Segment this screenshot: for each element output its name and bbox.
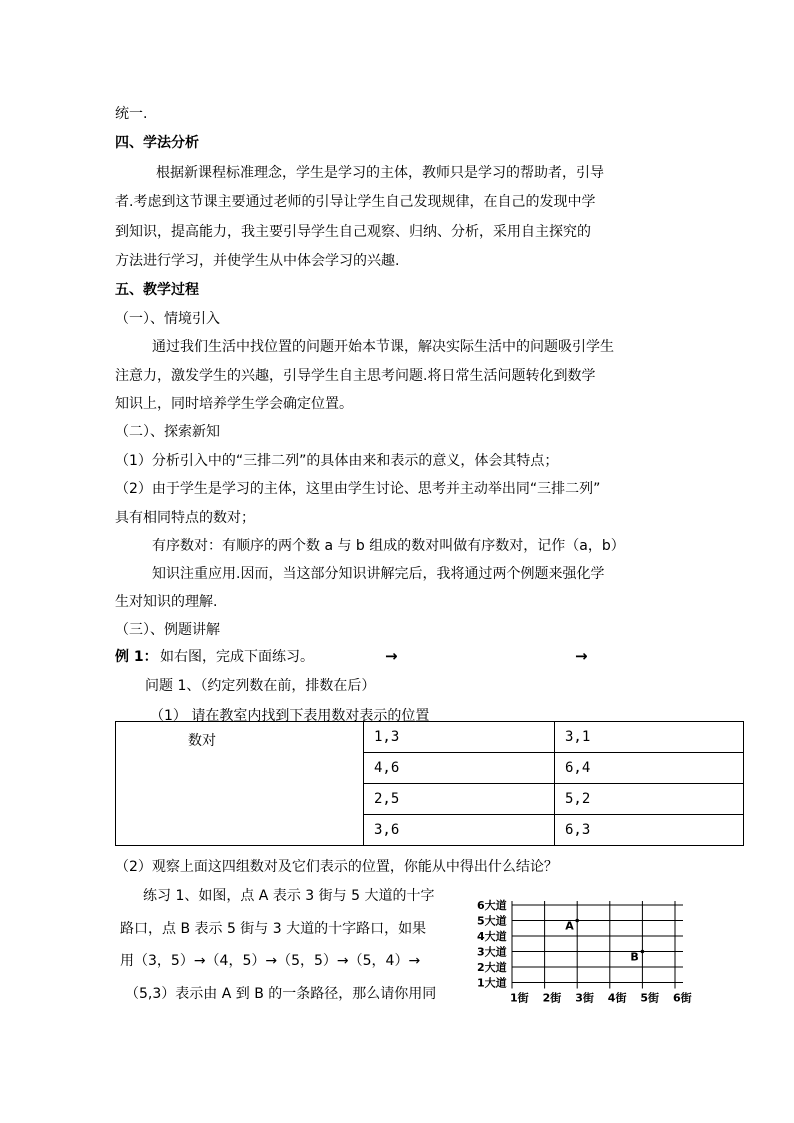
arrow-icon: →	[385, 647, 398, 665]
list-item: （2）由于学生是学习的主体，这里由学生讨论、思考并主动举出同“三排二列”	[115, 481, 601, 497]
subsection-heading: （二）、探索新知	[115, 424, 220, 440]
street-label: 3街	[575, 991, 594, 1005]
subsection-heading: （一）、情境引入	[115, 311, 220, 327]
avenue-label: 5大道	[477, 914, 507, 928]
question-item: （1） 请在教室内找到下表用数对表示的位置	[150, 708, 430, 724]
street-label: 6街	[673, 991, 692, 1005]
question-item: （2）观察上面这四组数对及它们表示的位置，你能从中得出什么结论？	[115, 859, 558, 875]
avenue-label: 4大道	[477, 930, 507, 943]
table-cell: 1,3	[364, 722, 555, 753]
paragraph-line: 方法进行学习，并使学生从中体会学习的兴趣.	[115, 253, 400, 269]
arrow-icon: →	[575, 647, 588, 665]
text-continuation: 统一.	[115, 106, 148, 122]
paragraph-line: 生对知识的理解.	[115, 594, 218, 610]
avenue-label: 3大道	[477, 945, 507, 959]
avenue-label: 1大道	[477, 976, 507, 990]
example-label: 例 1：	[115, 649, 158, 665]
street-label: 2街	[542, 991, 562, 1005]
paragraph-line: 到知识，提高能力，我主要引导学生自己观察、归纳、分析，采用自主探究的	[115, 224, 591, 240]
subsection-heading: （三）、例题讲解	[115, 622, 220, 638]
exercise-line: （5,3）表示由 A 到 B 的一条路径，那么请你用同	[125, 986, 437, 1002]
table-cell: 6,3	[555, 815, 744, 846]
exercise-line: 路口，点 B 表示 5 街与 3 大道的十字路口，如果	[120, 921, 427, 937]
section-heading-study-method: 四、学法分析	[115, 135, 199, 151]
table-row	[116, 722, 744, 753]
paragraph-line: 知识注重应用.因而，当这部分知识讲解完后，我将通过两个例题来强化学	[152, 566, 605, 582]
grid-point	[641, 950, 645, 954]
street-grid-diagram	[470, 895, 700, 1010]
street-label: 5街	[640, 991, 660, 1005]
table-cell: 3,6	[364, 815, 555, 846]
point-label: B	[630, 950, 639, 964]
table-cell: 5,2	[555, 784, 744, 815]
exercise-line: 练习 1、如图，点 A 表示 3 街与 5 大道的十字	[143, 888, 435, 904]
table-header-cell: 数对	[116, 722, 364, 846]
example-text: 如右图，完成下面练习。	[160, 649, 314, 665]
table-cell: 6,4	[555, 753, 744, 784]
paragraph-line: 者.考虑到这节课主要通过老师的引导让学生自己发现规律，在自己的发现中学	[115, 194, 596, 210]
point-label: A	[565, 919, 574, 933]
definition-line: 有序数对：有顺序的两个数 a 与 b 组成的数对叫做有序数对，记作（a，b）	[152, 538, 625, 554]
grid-point	[575, 919, 579, 923]
paragraph-line: 知识上，同时培养学生学会确定位置。	[115, 396, 353, 412]
question-heading: 问题 1、（约定列数在前，排数在后）	[145, 678, 376, 694]
street-label: 1街	[510, 991, 529, 1005]
avenue-label: 6大道	[477, 899, 507, 912]
exercise-line: 用（3，5）→（4，5）→（5，5）→（5，4）→	[120, 953, 421, 969]
paragraph-line: 根据新课程标准理念，学生是学习的主体，教师只是学习的帮助者，引导	[156, 165, 604, 181]
table-cell: 3,1	[555, 722, 744, 753]
coordinate-pairs-table	[115, 721, 744, 846]
section-heading-teaching-process: 五、教学过程	[115, 282, 199, 298]
paragraph-line: 注意力，激发学生的兴趣，引导学生自主思考问题.将日常生活问题转化到数学	[115, 368, 596, 384]
list-item: （1）分析引入中的“三排二列”的具体由来和表示的意义，体会其特点；	[115, 453, 559, 469]
table-cell: 2,5	[364, 784, 555, 815]
street-label: 4街	[607, 991, 627, 1005]
list-item-continuation: 具有相同特点的数对；	[115, 510, 255, 526]
table-cell: 4,6	[364, 753, 555, 784]
avenue-label: 2大道	[477, 961, 507, 974]
paragraph-line: 通过我们生活中找位置的问题开始本节课，解决实际生活中的问题吸引学生	[152, 339, 614, 355]
